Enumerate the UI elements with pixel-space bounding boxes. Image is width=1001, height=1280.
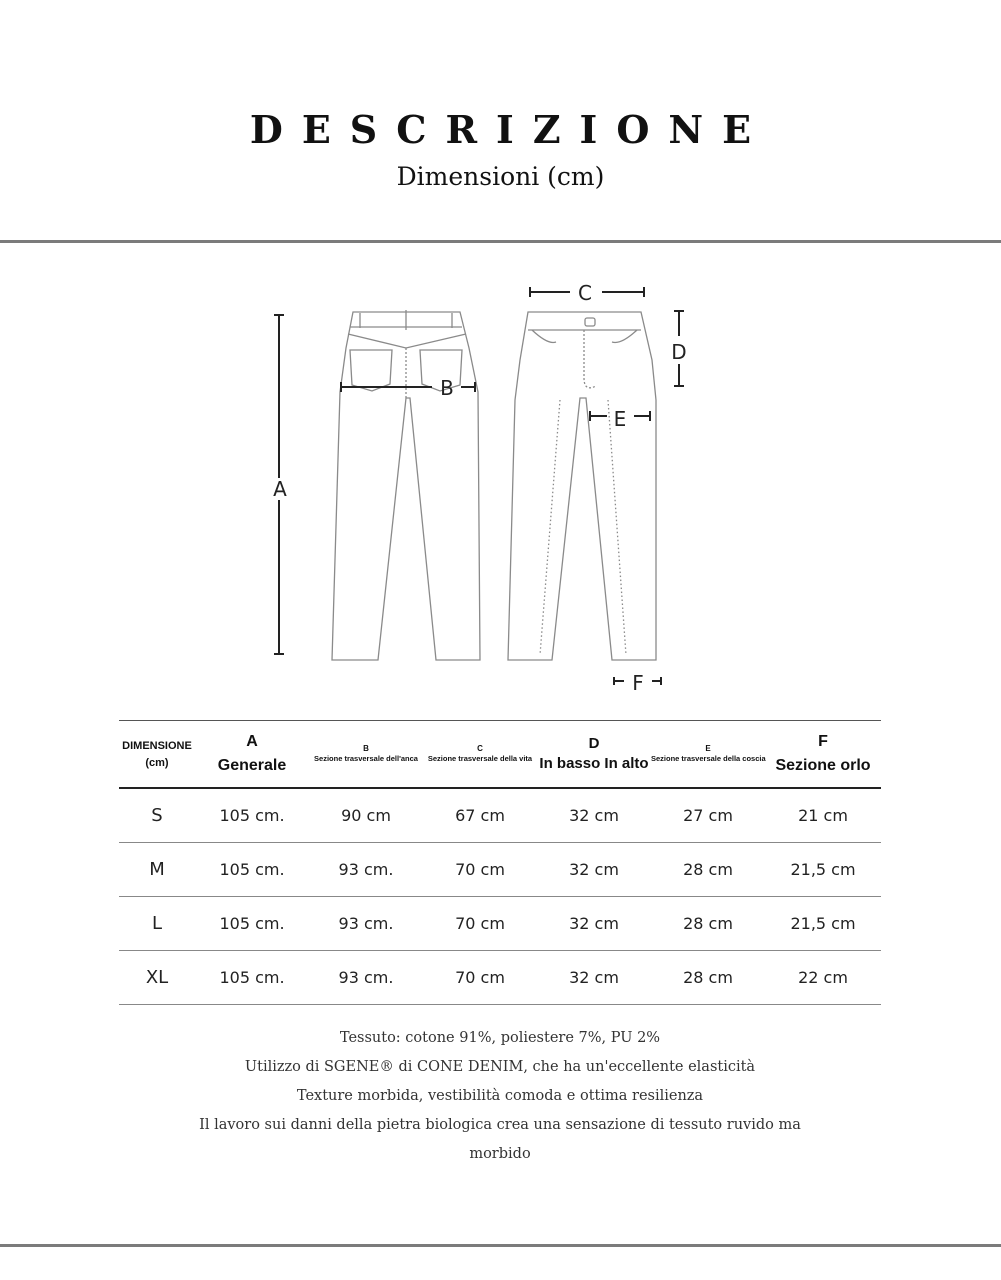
jeans-diagram xyxy=(0,260,1001,710)
cell-f: 21,5 cm xyxy=(765,897,881,951)
cell-e: 27 cm xyxy=(651,788,765,843)
table-header-row xyxy=(119,721,881,789)
cell-f: 21 cm xyxy=(765,788,881,843)
cell-b: 90 cm xyxy=(309,788,423,843)
top-divider xyxy=(0,240,1001,243)
dimension-e-label: E xyxy=(613,407,627,431)
back-pocket-left xyxy=(350,350,392,391)
cell-d: 32 cm xyxy=(537,951,651,1005)
cell-d: 32 cm xyxy=(537,788,651,843)
cell-e: 28 cm xyxy=(651,843,765,897)
cell-f: 21,5 cm xyxy=(765,843,881,897)
page-title: DESCRIZIONE xyxy=(249,107,771,152)
description-elasticity: Utilizzo di SGENE® di CONE DENIM, che ha un'eccellente elasticità xyxy=(244,1059,756,1075)
header-e: E Sezione trasversale della coscia xyxy=(651,721,765,789)
description-texture: Texture morbida, vestibilità comoda e ottima resilienza xyxy=(296,1088,704,1104)
cell-c: 70 cm xyxy=(423,951,537,1005)
jeans-back-view xyxy=(332,310,480,660)
jeans-front-view xyxy=(508,312,656,660)
dimension-f-label: F xyxy=(632,671,644,695)
cell-a: 105 cm. xyxy=(195,788,309,843)
cell-size: L xyxy=(119,897,195,951)
front-button xyxy=(585,318,595,326)
cell-a: 105 cm. xyxy=(195,843,309,897)
front-pocket-right xyxy=(612,330,637,343)
cell-a: 105 cm. xyxy=(195,897,309,951)
front-outline xyxy=(508,312,656,660)
table-row xyxy=(119,843,881,897)
cell-a: 105 cm. xyxy=(195,951,309,1005)
cell-b: 93 cm. xyxy=(309,951,423,1005)
table-row xyxy=(119,897,881,951)
back-yoke xyxy=(348,334,466,348)
cell-b: 93 cm. xyxy=(309,843,423,897)
description-finish: Il lavoro sui danni della pietra biologica crea una sensazione di tessuto ruvido ma xyxy=(199,1117,801,1133)
cell-e: 28 cm xyxy=(651,897,765,951)
header-c: C Sezione trasversale della vita xyxy=(423,721,537,789)
table-row xyxy=(119,788,881,843)
description-fabric: Tessuto: cotone 91%, poliestere 7%, PU 2% xyxy=(339,1030,661,1046)
header-d: D In basso In alto xyxy=(537,721,651,789)
cell-size: M xyxy=(119,843,195,897)
front-crease-right xyxy=(608,400,626,655)
size-table xyxy=(119,720,881,1005)
dimension-b-label: B xyxy=(440,376,454,400)
product-description xyxy=(180,1024,820,1169)
cell-c: 70 cm xyxy=(423,897,537,951)
front-pocket-left xyxy=(532,330,556,343)
dimension-d-label: D xyxy=(671,340,687,364)
cell-e: 28 cm xyxy=(651,951,765,1005)
cell-d: 32 cm xyxy=(537,897,651,951)
cell-f: 22 cm xyxy=(765,951,881,1005)
header-f: F Sezione orlo xyxy=(765,721,881,789)
bottom-divider xyxy=(0,1244,1001,1247)
header-b: B Sezione trasversale dell'anca xyxy=(309,721,423,789)
cell-size: XL xyxy=(119,951,195,1005)
table-row xyxy=(119,951,881,1005)
cell-size: S xyxy=(119,788,195,843)
dimension-c-label: C xyxy=(578,281,592,305)
cell-c: 70 cm xyxy=(423,843,537,897)
cell-b: 93 cm. xyxy=(309,897,423,951)
header-dimension: DIMENSIONE (cm) xyxy=(119,721,195,789)
description-finish-cont: morbido xyxy=(469,1146,531,1162)
cell-d: 32 cm xyxy=(537,843,651,897)
dimension-a-label: A xyxy=(273,477,287,501)
cell-c: 67 cm xyxy=(423,788,537,843)
header-a: A Generale xyxy=(195,721,309,789)
page-subtitle: Dimensioni (cm) xyxy=(396,162,605,191)
front-fly xyxy=(584,330,596,388)
